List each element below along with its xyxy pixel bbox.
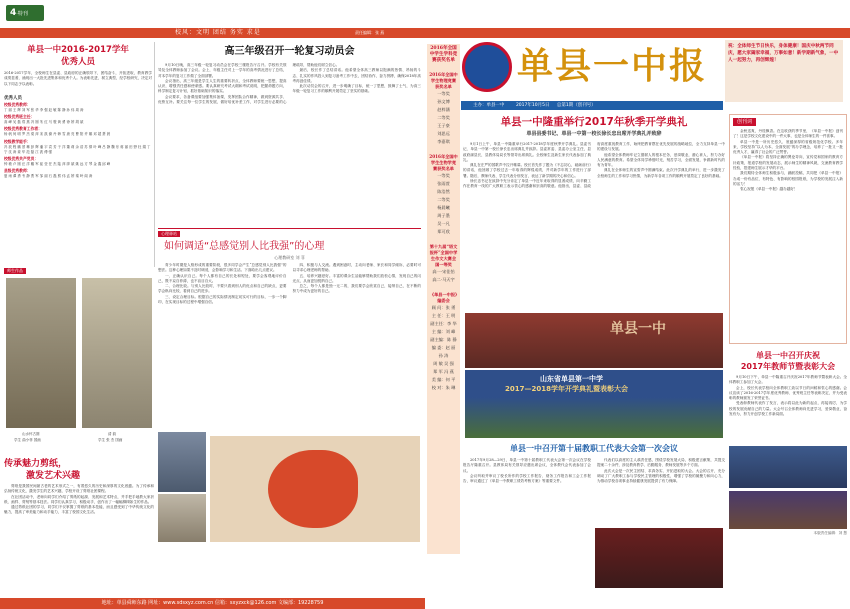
honor-group-names: 丁 丽 王 辉 刘 军 张 华 李 强 赵 敏 陈 静 孙 伟 周 涛 <box>4 108 84 112</box>
review-meeting-title: 高三年级召开一轮复习动员会 <box>224 46 355 57</box>
paragraph: 会上，校长代表学校向全体教职工致以节日的问候和衷心的感谢。会议宣读了2016-2017学年度优秀教师、优秀班主任等表彰决定，并为受表彰的教师颁发了荣誉证书。 <box>729 385 847 401</box>
award-block-entry: 郑可欣 <box>437 229 450 234</box>
honor-group-names: 冯 波 程 鹏 蔡 琳 彭 辉 潘 宇 袁 芳 于 洋 董 莉 余 浩 苏 倩 叶 峰 吕 静 魏 东 蒋 丽 田 野 杜 娟 丁 宁 沈 涛 姜 华 范 磊 江 波 傅 强 <box>4 144 151 154</box>
art-caption-left: 山水怀古图 <box>22 432 40 436</box>
psychology-article <box>158 228 421 428</box>
paragraph: 徐长忠书记在致辞中充分肯定了单县一中近年来取得的显著成绩，向辛勤工作在教育一线的广大教职工表示衷心的感谢和崇高的敬意。他指出，县委、县政府高度重视教育工作，始终把教育摆在优先发展的战略地位，全力支持单县一中的建设与发展。 <box>463 142 725 189</box>
papercut-photo-class <box>158 494 206 542</box>
art-section <box>4 268 154 458</box>
awards-blocks <box>429 72 458 392</box>
paragraph: 会议指出，高三年级是学生人生的重要转折点，全体教师要统一思想，提高认识，增强责任感和使命感。要认真研究考试大纲和考试说明，把握命题方向，科学制定复习计划，抓好基础知识的落实。 <box>158 78 287 94</box>
paragraph: 此次大会是一次民主团结、求真务实、开拓进取的大会。大会的召开，充分调动了广大教职工参与学校民主管理的积极性，增强了学校的凝聚力和向心力，为推动学校各项事业持续健康发展提供了有力保障。 <box>597 468 725 484</box>
paragraph: 青少年时期是人格形成的重要阶段，很多同学会产生“总感觉别人比我强”的想法。这种心理如果不及时调适，会影响学习和生活。下面给出几点建议。 <box>158 263 287 273</box>
psychology-label: 心理驿站 <box>158 231 180 237</box>
award-block-entry: 孙文博 <box>437 99 450 104</box>
header-bar-right <box>425 28 850 38</box>
award-block-entry: 周 敏 吴 强 <box>433 361 454 366</box>
honor-group-names: 钟 敏 卢 刚 汪 洋 戴 军 崔 莹 任 杰 陆 萍 廖 斌 姚 远 方 琴 金 鑫 邱 峰 <box>4 162 111 167</box>
paragraph: 会议听取并审议了校长所作的学校工作报告、财务工作报告和工会工作报告，审议通过了《单县一中教职工绩效考核方案》等重要文件。 <box>463 473 591 484</box>
award-block-title: 2016年全国中学生物理竞赛获奖名单 <box>429 72 458 89</box>
psychology-title: 如何调适“总感觉别人比我强”的心理 <box>164 241 325 252</box>
paragraph: 二、合理比较。与别人比较时，不要只看到别人的优点和自己的缺点，更要学会纵向比较，看到自己的进步。 <box>158 284 287 294</box>
psychology-divider <box>158 228 421 229</box>
page-footer: 地址：单县舜师东路 网址：www.sdsxyz.com.cn 信箱：sxyzxck@126.com 文编部：19228759 <box>0 598 425 609</box>
award-block-entry: 周子墨 <box>437 213 450 218</box>
teachers-title-2: 2017年教师节暨表彰大会 <box>740 362 836 371</box>
papercut-rooster <box>268 450 358 528</box>
award-block-entry: 赵梓涵 <box>437 107 450 112</box>
award-block-entry: 陈浩然 <box>437 189 450 194</box>
art-caption-right-sub: 学生 张 杰 国画 <box>98 438 123 442</box>
teachers-award-photo <box>729 446 847 488</box>
paragraph: 最后，校长作了总结讲话。他希望全体高三教师以饱满的热情、昂扬的斗志、扎实的作风投入到复习备考工作中去，团结协作，奋力拼搏，确保2018年高考再创佳绩。 <box>292 68 421 83</box>
teachers-performance-photo <box>729 491 847 529</box>
masthead-title: 单县一中报 <box>517 45 708 87</box>
info-date: 2017年10月5日 <box>515 103 550 108</box>
honors-label: 优秀人员 <box>4 96 22 101</box>
award-notice-title: 2016年全国中学生学科竞赛获奖名单 <box>429 46 458 63</box>
info-host: 主办：单县一中 <box>473 103 505 108</box>
info-issue: 总第1期（创刊号） <box>556 103 596 108</box>
paragraph: 9月10日晚，高三年级一轮复习动员会在学校三楼报告厅召开。学校有关领导及全体教师参加了会议。会上，年级主任对上一学年的高考情况进行了总结，对本学年的复习工作做了全面部署。 <box>158 63 287 78</box>
papercut-title-2: 激发艺术兴趣 <box>26 471 81 481</box>
paragraph: 剪纸是我国民间最古老的艺术形式之一，有着悠久的历史和深厚的文化底蕴。为了传承和弘扬传统文化，激发学生的艺术兴趣，学校开设了剪纸社团课程。 <box>4 484 154 494</box>
honor-group-title: 校级教学能手： <box>4 138 31 144</box>
paragraph: 此次动员会的召开，进一步明确了目标，统一了思想，鼓舞了士气，为高三年级一轮复习工作的顺利开展奠定了坚实的基础。 <box>292 84 421 94</box>
honors-sidebar <box>4 44 152 269</box>
award-block-entry: 顾 问：张 勇 <box>431 305 456 310</box>
honors-title-2: 优秀人员 <box>60 57 95 67</box>
award-block-entry: 王子豪 <box>437 123 450 128</box>
award-block-entry: 主 编：刘 峰 <box>431 329 456 334</box>
teachers-title-1: 单县一中召开庆祝 <box>756 351 820 360</box>
ceremony-banner-school: 山东省单县第一中学 <box>540 375 603 383</box>
paragraph: 他希望全体教师牢记立德树人的根本任务，爱岗敬业，潜心育人，努力办好人民满意的教育。希望全体同学珍惜时光，刻苦学习，全面发展，争做新时代的有为青年。 <box>597 152 725 168</box>
paragraph: 9月1日上午，单县一中隆重举行2017-2018学年度秋季开学典礼。县委书记、单县一中第一校长徐长忠出席典礼并致辞。县委常委、县委办公室主任，县政府副县长，县教体局局长等领导出席典礼。全校师生及新生家长代表参加了典礼。 <box>463 142 591 162</box>
paragraph: 通过剪纸社团的学习，同学们不仅掌握了剪纸的基本技能，而且感受到了中华传统文化的魅力，提高了审美能力和动手能力，丰富了校园文化生活。 <box>4 505 154 515</box>
teachers-body <box>729 375 847 443</box>
award-block-entry: 副主编：陈 静 <box>430 337 457 342</box>
award-block-entry: 美 编：何 平 <box>431 377 456 382</box>
art-label: 师生作品 <box>4 268 26 274</box>
award-block-entry: 高一·宋佳怡 <box>432 269 455 274</box>
papercut-article <box>4 458 154 594</box>
paragraph: 在社团活动中，老师向同学们介绍了剪纸的起源、发展和艺术特点，并手把手地教大家折纸、画样、剪刻等基本技法。同学们认真学习，积极动手，创作出了一幅幅栩栩如生的作品。 <box>4 494 154 504</box>
congress-photo <box>595 528 723 588</box>
honor-group-title: 校级优秀班主任： <box>4 114 35 120</box>
congress-title: 单县一中召开第十届教职工代表大会第一次会议 <box>510 444 678 453</box>
award-block-entry: 李嘉琪 <box>437 139 450 144</box>
paragraph: 衷心祝愿《单县一中报》越办越好！ <box>740 187 798 192</box>
dedication-body <box>733 129 843 339</box>
ceremony-banner-top: 单县一中 <box>610 321 666 337</box>
page-number: 4 <box>10 8 17 18</box>
dedication-label: 创刊词 <box>733 118 756 126</box>
teachers-footer-note: 本版责任编辑：刘 慧 <box>813 531 847 535</box>
award-block-entry: 高二·马天宇 <box>432 277 455 282</box>
dedication-section <box>729 114 847 344</box>
page-one <box>425 0 850 609</box>
header-motto: 校风：文明 团结 务实 求是 <box>175 29 261 36</box>
honor-group-names: 高 峰 吴 磊 郑 燕 冯 刚 朱 红 马 骏 黄 勇 徐 婷 胡 斌 <box>4 120 84 125</box>
paragraph: 一、正确认识自己。每个人都有自己的长处和短处，要学会客观地评价自己，既不妄自菲薄，也不盲目自大。 <box>158 273 287 283</box>
opening-subtitle: 单县县委书记、单县一中第一校长徐长忠出席开学典礼并致辞 <box>526 131 662 137</box>
award-block-entry: 吴一凡 <box>437 221 450 226</box>
paragraph: 总之，每个人都是独一无二的，我们要学会欣赏自己，接纳自己，在不断的努力中成为更好的自己。 <box>292 284 421 294</box>
paragraph: 受表彰教师代表作了发言，表示将以此为新的起点，再接再厉，为学校的发展贡献自己的力量。大会号召全体教师向先进学习，爱岗敬业，奋发有为，努力开创学校工作新局面。 <box>729 401 847 417</box>
sidebar-divider <box>154 42 155 267</box>
opening-body <box>463 142 725 274</box>
awards-sidebar <box>427 44 460 554</box>
review-meeting-article <box>158 44 421 224</box>
art-caption-right: 清 韵 <box>108 432 117 436</box>
honor-group-title: 校级优秀共产党员： <box>4 156 39 162</box>
papercut-body <box>4 484 154 584</box>
paragraph: 会议要求，各备课组要加强集体备课，发挥团队合作精神，做到资源共享、优势互补。要关注每一位学生的发展，做好培优补差工作，对学生进行必要的心理疏导，帮助他们树立信心。 <box>158 63 340 105</box>
ceremony-banner-event: 2017—2018学年开学典礼暨表彰大会 <box>505 385 628 393</box>
paragraph: 9月10日下午，单县一中隆重召开庆祝2017年教师节暨表彰大会。全体教职工参加了大会。 <box>729 375 847 385</box>
award-block-entry: 刘思远 <box>437 131 450 136</box>
award-block-title: 第十九届“语文报杯”全国中学生作文大赛全国一等奖 <box>429 244 458 267</box>
opening-title: 单县一中隆重举行2017年秋季开学典礼 <box>500 116 688 128</box>
painting-trees <box>82 278 152 428</box>
award-block-entry: 校 对：朱 琳 <box>431 385 456 390</box>
teachers-day-article <box>729 350 847 590</box>
paragraph: 单县一中是一所历史悠久、底蕴深厚的省级规范化学校。多年来，学校坚持“以人为本，全面发展”的办学理念，培养了一批又一批优秀人才，赢得了社会的广泛赞誉。 <box>733 139 843 155</box>
award-block-title: 《单县一中报》编委会 <box>429 292 458 303</box>
paragraph: 三、设定合理目标。根据自己的实际情况制定切实可行的目标，一步一个脚印，在实现目标的过程中增强自信。 <box>158 294 287 305</box>
honor-group-title: 校级优秀教育工作者： <box>4 126 42 132</box>
ceremony-photo-speaker <box>465 313 723 368</box>
paragraph: 五、培养兴趣爱好。丰富的课余生活能够帮助我们放松心情，发现自己的闪光点，从而更加悦纳自己。 <box>292 273 421 283</box>
paragraph: 金秋送爽，丹桂飘香。在这收获的季节里，《单县一中报》创刊了！这是学校文化建设中的一件大事，也是全体师生的一件喜事。 <box>733 129 843 139</box>
award-block-entry: 二等奖 <box>437 197 450 202</box>
paragraph: 2017年9月28—29日，单县一中第十届教职工代表大会第一次会议在学校报告厅隆重召开。县教体局有关领导应邀出席会议，全体教代会代表参加了会议。 <box>463 458 591 473</box>
slogan-box <box>725 40 843 102</box>
school-logo <box>462 42 512 92</box>
honor-group-title: 县级优秀教师： <box>4 168 31 174</box>
paragraph: 四、积极与人交流。遇到困惑时，主动向老师、家长和同学倾诉，必要时可以寻求心理老师的帮助。 <box>292 263 421 273</box>
award-block-entry: 二等奖 <box>437 115 450 120</box>
opening-ceremony-article <box>463 114 725 304</box>
paragraph: 代表们以高度的主人翁责任感，围绕学校发展大局，积极建言献策，共提交提案二十余件，涉及教育教学、后勤服务、教师发展等多个方面。 <box>597 458 725 468</box>
page-label: ·特刊 <box>16 11 28 17</box>
award-block-entry: 一等奖 <box>437 173 450 178</box>
papercut-photo-student <box>158 432 206 492</box>
review-meeting-body <box>158 63 421 169</box>
paragraph: 我们期待全体师生积极参与，踊跃投稿，共同把《单县一中报》办成一份有品位、有特色、有影响的校园报纸，为学校的发展注入新的活力！ <box>733 171 843 186</box>
award-block-entry: 编 委：赵 丽 孙 涛 <box>431 345 456 358</box>
honors-groups <box>4 102 152 179</box>
art-caption-left-sub: 学生 曲小菲 国画 <box>14 438 41 442</box>
paragraph: 《单县一中报》将坚持正确的舆论导向，宣传党和国家的教育方针政策，报道学校的发展动态，展示师生的精神风貌，交流教育教学经验，搭建师生展示才华的平台。 <box>733 155 843 171</box>
psychology-byline: 心理教研室 刘 菲 <box>274 255 305 260</box>
award-block-entry: 副主任：李 华 <box>430 321 457 326</box>
award-block-title: 2016年全国中学生生物学竞赛获奖名单 <box>429 154 458 171</box>
honor-group-names: 杨 帆 何 明 罗 杰 梁 萍 宋 凯 谢 丹 韩 雪 唐 亮 曹 阳 许 娜 邓 超 萧 晨 <box>4 132 111 137</box>
page-number-badge <box>6 5 44 21</box>
award-block-entry: 杨晨曦 <box>437 205 450 210</box>
paragraph: 典礼在全体师生的宣誓声中圆满结束。此次开学典礼的举行，进一步激发了全校师生的工作和学习热情，为新学年各项工作的顺利开展奠定了良好的基础。 <box>597 168 725 178</box>
masthead-info-bar <box>461 101 723 110</box>
paragraph: 典礼在庄严的国歌声中拉开帷幕。校长首先作了题为《不忘初心，砥砺前行》的讲话，他回顾了学校过去一年取得的辉煌成绩，并对新学年的工作进行了部署。随后，教师代表、学生代表分别发言，表达了新学期的决心和信心。 <box>463 163 591 178</box>
award-block-entry: 主 任：王 明 <box>431 313 456 318</box>
painting-landscape <box>6 278 76 428</box>
honor-group-title: 校级优秀教师： <box>4 102 31 107</box>
award-block-entry: 张雨萱 <box>437 181 450 186</box>
header-editor: 责任编辑：张 燕 <box>355 30 385 35</box>
honors-intro: 2016-2017学年，全校师生在县委、县政府的正确领导下，团结奋斗，开拓进取，教育教学成绩显著，涌现出一大批先进集体和优秀个人。为表彰先进，树立典型，经学校研究，决定对以下同志予以表彰。 <box>4 71 152 86</box>
papercut-title-1: 传承魅力剪纸， <box>4 459 68 469</box>
honors-title-1: 单县一中2016-2017学年 <box>27 45 129 55</box>
honor-group-names: 夏 雨 谭 勇 韦 静 贾 军 邹 丽 石 磊 熊 伟 孟 婷 秦 岭 阎 涛 <box>4 174 93 179</box>
award-block-entry: 一等奖 <box>437 91 450 96</box>
slogan-text: 祝：全体师生节日快乐，身体健康！国庆中秋两节同庆，愿大家阖家幸福，万事如意！新学期新气象，一中人一起努力，再创辉煌！ <box>728 44 839 63</box>
award-block-entry: 郑 军 冯 燕 <box>433 369 454 374</box>
